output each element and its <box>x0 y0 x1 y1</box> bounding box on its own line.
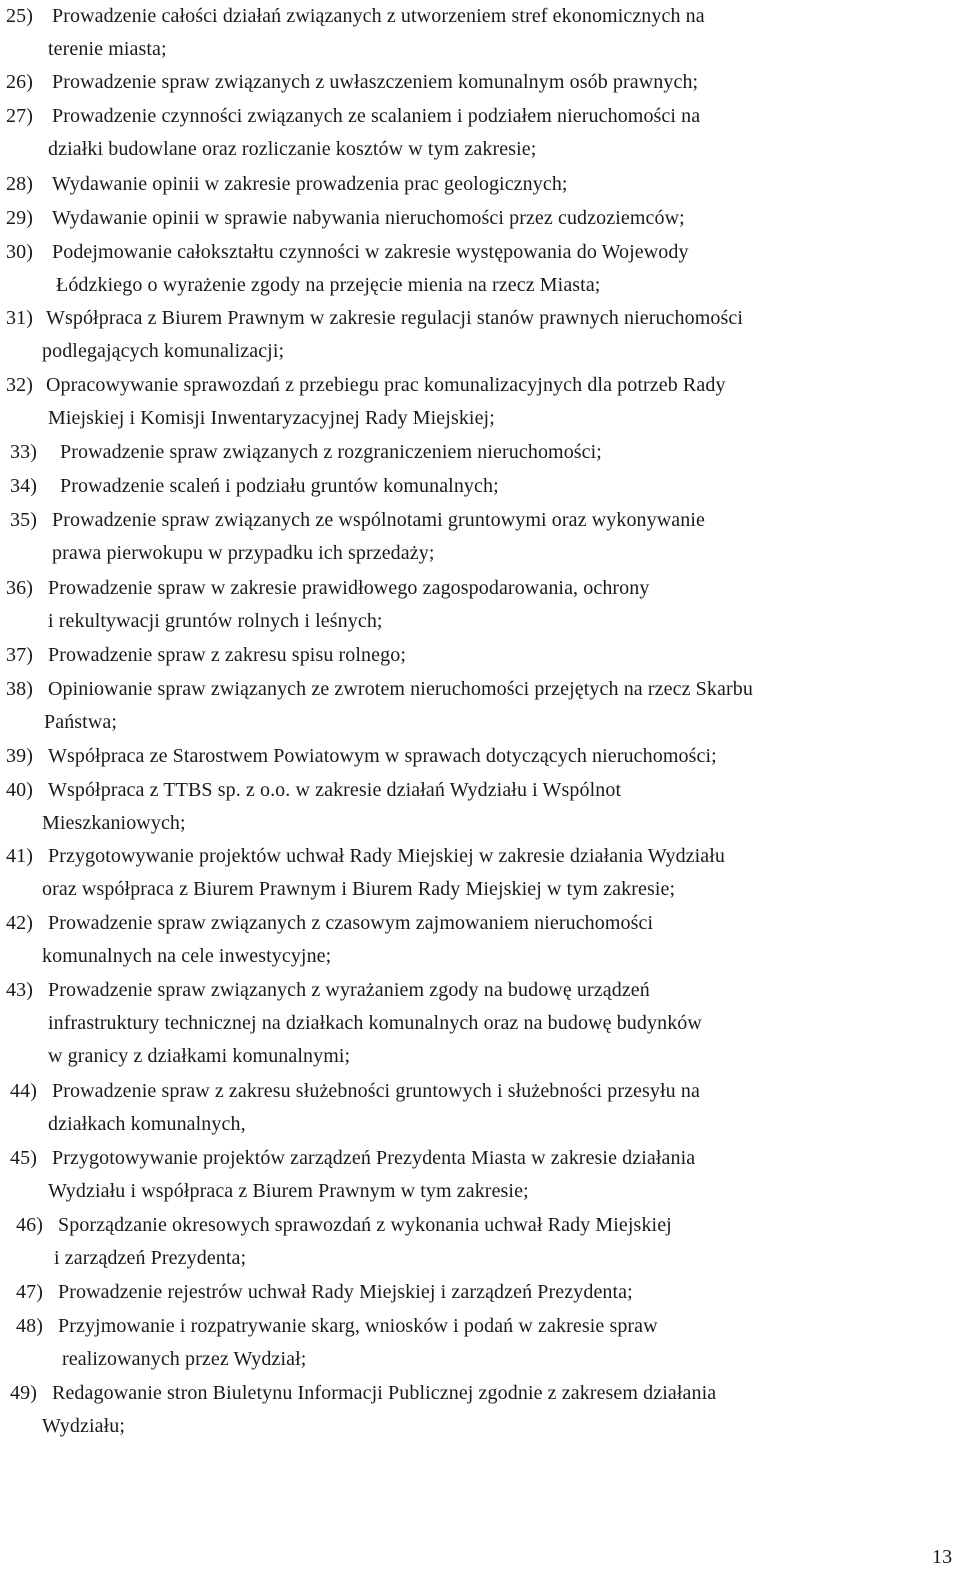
list-item-text-line: Wydziału; <box>42 1415 125 1437</box>
list-item-number: 46) <box>16 1214 43 1236</box>
list-item-text-line: Wydziału i współpraca z Biurem Prawnym w tym zakresie; <box>48 1180 529 1202</box>
list-item-text-line: Prowadzenie spraw związanych z wyrażaniem zgody na budowę urządzeń <box>48 979 650 1001</box>
list-item-text-line: działki budowlane oraz rozliczanie kosztów w tym zakresie; <box>48 138 537 160</box>
list-item-text-line: Przygotowywanie projektów uchwał Rady Miejskiej w zakresie działania Wydziału <box>48 845 726 867</box>
list-item-text-line: Redagowanie stron Biuletynu Informacji Publicznej zgodnie z zakresem działania <box>52 1382 717 1404</box>
list-item-text-line: Prowadzenie czynności związanych ze scalaniem i podziałem nieruchomości na <box>52 105 701 127</box>
list-item-text-line: Współpraca z Biurem Prawnym w zakresie regulacji stanów prawnych nieruchomości <box>46 307 744 329</box>
list-item-text-line: komunalnych na cele inwestycyjne; <box>42 945 332 967</box>
list-item-number: 29) <box>6 207 33 229</box>
list-item-number: 43) <box>6 979 33 1001</box>
list-item-text-line: Sporządzanie okresowych sprawozdań z wykonania uchwał Rady Miejskiej <box>58 1214 672 1236</box>
list-item-text-line: Opiniowanie spraw związanych ze zwrotem nieruchomości przejętych na rzecz Skarbu <box>48 678 753 700</box>
page-number: 13 <box>932 1546 953 1568</box>
list-item-number: 33) <box>10 441 37 463</box>
list-item-text-line: Podejmowanie całokształtu czynności w zakresie występowania do Wojewody <box>52 241 689 263</box>
list-item-text-line: Współpraca z TTBS sp. z o.o. w zakresie działań Wydziału i Wspólnot <box>48 779 622 801</box>
list-item-number: 39) <box>6 745 33 767</box>
list-item-text-line: Prowadzenie spraw z zakresu spisu rolnego; <box>48 644 406 666</box>
list-item-text-line: Przygotowywanie projektów zarządzeń Prezydenta Miasta w zakresie działania <box>52 1147 696 1169</box>
list-item-text-line: Współpraca ze Starostwem Powiatowym w sprawach dotyczących nieruchomości; <box>48 745 717 767</box>
list-item-number: 27) <box>6 105 33 127</box>
list-item-text-line: Prowadzenie spraw w zakresie prawidłowego zagospodarowania, ochrony <box>48 577 650 599</box>
list-item-text-line: realizowanych przez Wydział; <box>62 1348 307 1370</box>
list-item-number: 44) <box>10 1080 37 1102</box>
list-item-text-line: działkach komunalnych, <box>48 1113 246 1135</box>
list-item-text-line: Prowadzenie rejestrów uchwał Rady Miejskiej i zarządzeń Prezydenta; <box>58 1281 633 1303</box>
list-item-text-line: infrastruktury technicznej na działkach komunalnych oraz na budowę budynków <box>48 1012 702 1034</box>
list-item-number: 42) <box>6 912 33 934</box>
list-item-number: 36) <box>6 577 33 599</box>
list-item-number: 25) <box>6 5 33 27</box>
list-item-text-line: terenie miasta; <box>48 38 167 60</box>
list-item-text-line: i rekultywacji gruntów rolnych i leśnych; <box>48 610 383 632</box>
list-item-text-line: Opracowywanie sprawozdań z przebiegu prac komunalizacyjnych dla potrzeb Rady <box>46 374 726 396</box>
list-item-number: 38) <box>6 678 33 700</box>
list-item-text-line: Prowadzenie scaleń i podziału gruntów komunalnych; <box>60 475 499 497</box>
list-item-number: 47) <box>16 1281 43 1303</box>
list-item-text-line: Prowadzenie spraw z zakresu służebności gruntowych i służebności przesyłu na <box>52 1080 700 1102</box>
list-item-number: 37) <box>6 644 33 666</box>
list-item-text-line: Miejskiej i Komisji Inwentaryzacyjnej Rady Miejskiej; <box>48 407 495 429</box>
list-item-text-line: w granicy z działkami komunalnymi; <box>48 1045 351 1067</box>
list-item-number: 45) <box>10 1147 37 1169</box>
list-item-text-line: Prowadzenie spraw związanych z uwłaszczeniem komunalnym osób prawnych; <box>52 71 699 93</box>
list-item-text-line: Prowadzenie spraw związanych ze wspólnotami gruntowymi oraz wykonywanie <box>52 509 706 531</box>
list-item-text-line: Prowadzenie spraw związanych z czasowym zajmowaniem nieruchomości <box>48 912 654 934</box>
list-item-text-line: Prowadzenie całości działań związanych z utworzeniem stref ekonomicznych na <box>52 5 705 27</box>
list-item-number: 26) <box>6 71 33 93</box>
list-item-text-line: Państwa; <box>44 711 118 733</box>
list-item-number: 40) <box>6 779 33 801</box>
list-item-number: 28) <box>6 173 33 195</box>
list-item-number: 30) <box>6 241 33 263</box>
list-item-text-line: oraz współpraca z Biurem Prawnym i Biurem Rady Miejskiej w tym zakresie; <box>42 878 676 900</box>
list-item-number: 49) <box>10 1382 37 1404</box>
list-item-text-line: podlegających komunalizacji; <box>42 340 285 362</box>
list-item-text-line: prawa pierwokupu w przypadku ich sprzedaży; <box>52 542 435 564</box>
list-item-text-line: Prowadzenie spraw związanych z rozgraniczeniem nieruchomości; <box>60 441 602 463</box>
list-item-text-line: Łódzkiego o wyrażenie zgody na przejęcie mienia na rzecz Miasta; <box>56 274 601 296</box>
list-item-number: 34) <box>10 475 37 497</box>
list-item-number: 35) <box>10 509 37 531</box>
list-item-number: 41) <box>6 845 33 867</box>
list-item-text-line: i zarządzeń Prezydenta; <box>54 1247 247 1269</box>
list-item-text-line: Wydawanie opinii w sprawie nabywania nieruchomości przez cudzoziemców; <box>52 207 685 229</box>
list-item-number: 48) <box>16 1315 43 1337</box>
list-item-text-line: Mieszkaniowych; <box>42 812 186 834</box>
list-item-number: 32) <box>6 374 33 396</box>
list-item-text-line: Wydawanie opinii w zakresie prowadzenia prac geologicznych; <box>52 173 568 195</box>
list-item-number: 31) <box>6 307 33 329</box>
list-item-text-line: Przyjmowanie i rozpatrywanie skarg, wniosków i podań w zakresie spraw <box>58 1315 658 1337</box>
